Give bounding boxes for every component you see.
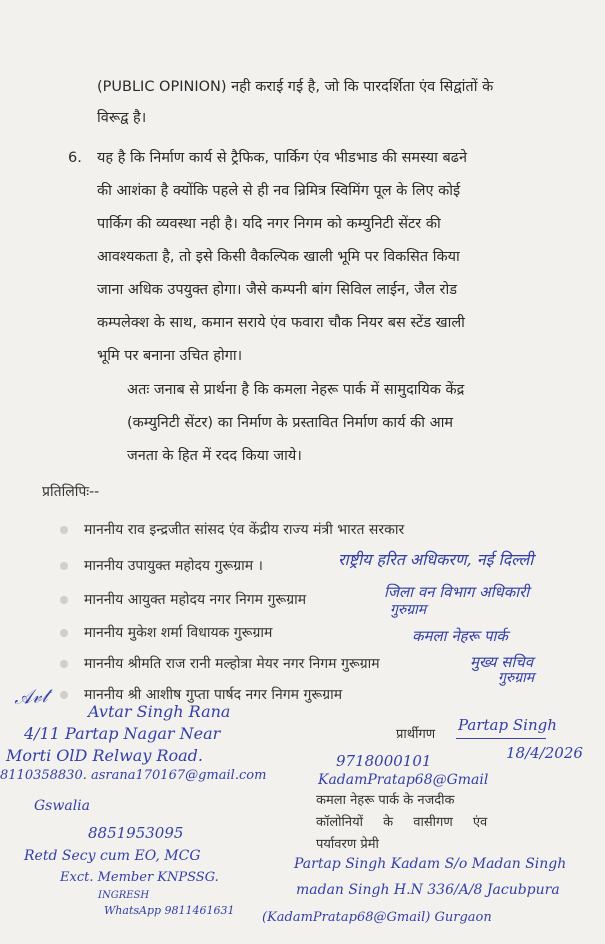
handwritten-note-chief-secy: मुख्य सचिव <box>470 653 534 671</box>
para6-line-7: भूमि पर बनाना उचित होगा। <box>97 348 243 364</box>
para6-line-5: जाना अधिक उपयुक्त होगा। जैसे कम्पनी बांग सिविल लाईन, जैल रोड <box>97 282 457 298</box>
handwritten-member: Exct. Member KNPSSG. <box>60 870 219 885</box>
handwritten-phone: 9718000101 <box>336 752 432 770</box>
handwritten-note-forest-city: गुरुग्राम <box>390 602 427 618</box>
handwritten-signature-center: Partap Singh <box>458 716 557 734</box>
copy-to-item-2: माननीय उपायुक्त महोदय गुरूग्राम । <box>84 558 263 574</box>
handwritten-note-park: कमला नेहरू पार्क <box>412 627 508 645</box>
handwritten-name: Avtar Singh Rana <box>88 702 231 721</box>
handwritten-bottom-2: madan Singh H.N 336/A/8 Jacubpura <box>296 882 560 898</box>
bullet-dot <box>60 562 68 570</box>
signature-underline <box>456 738 546 739</box>
para6-number: 6. <box>68 150 82 166</box>
bullet-dot <box>60 596 68 604</box>
copy-to-item-3: माननीय आयुक्त महोदय नगर निगम गुरूग्राम <box>84 592 307 608</box>
handwritten-address-2: Morti OlD Relway Road. <box>6 746 203 765</box>
copy-to-item-4: माननीय मुकेश शर्मा विधायक गुरूग्राम <box>84 625 273 641</box>
handwritten-note-chief-secy-city: गुरुग्राम <box>498 670 535 686</box>
handwritten-ingresh: INGRESH <box>98 890 150 901</box>
petitioner-line-1: कमला नेहरू पार्क के नजदीक <box>316 793 455 808</box>
copy-to-item-5: माननीय श्रीमति राज रानी मल्होत्रा मेयर नगर निगम गुरूग्राम <box>84 656 380 672</box>
copy-to-item-1: माननीय राव इन्द्रजीत सांसद एंव केंद्रीय राज्य मंत्री भारत सरकार <box>84 522 405 538</box>
request-line-1: अतः जनाब से प्रार्थना है कि कमला नेहरू पार्क में सामुदायिक केंद्र <box>127 382 465 398</box>
request-line-3: जनता के हित में रदद किया जाये। <box>127 448 302 464</box>
copy-to-item-6: माननीय श्री आशीष गुप्ता पार्षद नगर निगम गुरूग्राम <box>84 687 343 703</box>
petitioner-line-3: पर्यावरण प्रेमी <box>316 837 379 852</box>
handwritten-address-1: 4/11 Partap Nagar Near <box>24 724 221 743</box>
copy-to-label: प्रतिलिपिः-- <box>42 484 100 500</box>
para5-line-2: विरूद्व है। <box>97 110 147 126</box>
petitioner-label: प्रार्थीगण <box>396 727 436 742</box>
para6-line-3: पार्किग की व्यवस्था नही है। यदि नगर निगम को कम्युनिटी सेंटर की <box>97 216 441 232</box>
handwritten-signature-scribble: 𝒜𝓋𝓉 <box>13 684 49 710</box>
bullet-dot <box>60 629 68 637</box>
handwritten-note-forest: जिला वन विभाग अधिकारी <box>384 583 530 601</box>
bullet-dot <box>60 526 68 534</box>
handwritten-title: Retd Secy cum EO, MCG <box>24 848 201 864</box>
handwritten-sign-2: Gswalia <box>34 798 90 814</box>
handwritten-bottom-1: Partap Singh Kadam S/o Madan Singh <box>294 856 567 872</box>
bullet-dot <box>60 660 68 668</box>
handwritten-bottom-3: (KadamPratap68@Gmail) Gurgaon <box>262 910 492 925</box>
handwritten-whatsapp: WhatsApp 9811461631 <box>104 904 235 917</box>
bullet-dot <box>60 691 68 699</box>
handwritten-phone-2: 8851953095 <box>88 824 184 842</box>
petitioner-line-2: कॉलोनियों के वासीगण एंव <box>316 815 488 830</box>
handwritten-note-ngt: राष्ट्रीय हरित अधिकरण, नई दिल्ली <box>338 550 534 569</box>
para6-line-4: आवश्यकता है, तो इसे किसी वैकल्पिक खाली भूमि पर विकसित किया <box>97 249 460 265</box>
para6-line-2: की आशंका है क्योंकि पहले से ही नव न्रिमित्र स्विमिंग पूल के लिए कोई <box>97 183 461 199</box>
handwritten-contact: 8110358830. asrana170167@gmail.com <box>0 768 267 783</box>
handwritten-date: 18/4/2026 <box>506 744 583 762</box>
para6-line-6: कम्पलेक्श के साथ, कमान सराये एंव फवारा चौक नियर बस स्टेंड खाली <box>97 315 465 331</box>
request-line-2: (कम्युनिटी सेंटर) का निर्माण के प्रस्तावित निर्माण कार्य की आम <box>127 415 454 431</box>
para6-line-1: यह है कि निर्माण कार्य से ट्रैफिक, पार्किग एंव भीडभाड की समस्या बढने <box>97 150 468 166</box>
handwritten-email: KadamPratap68@Gmail <box>318 772 489 788</box>
para5-line-1: (PUBLIC OPINION) नही कराई गई है, जो कि पारदर्शिता एंव सिद्वांतों के <box>97 79 494 95</box>
